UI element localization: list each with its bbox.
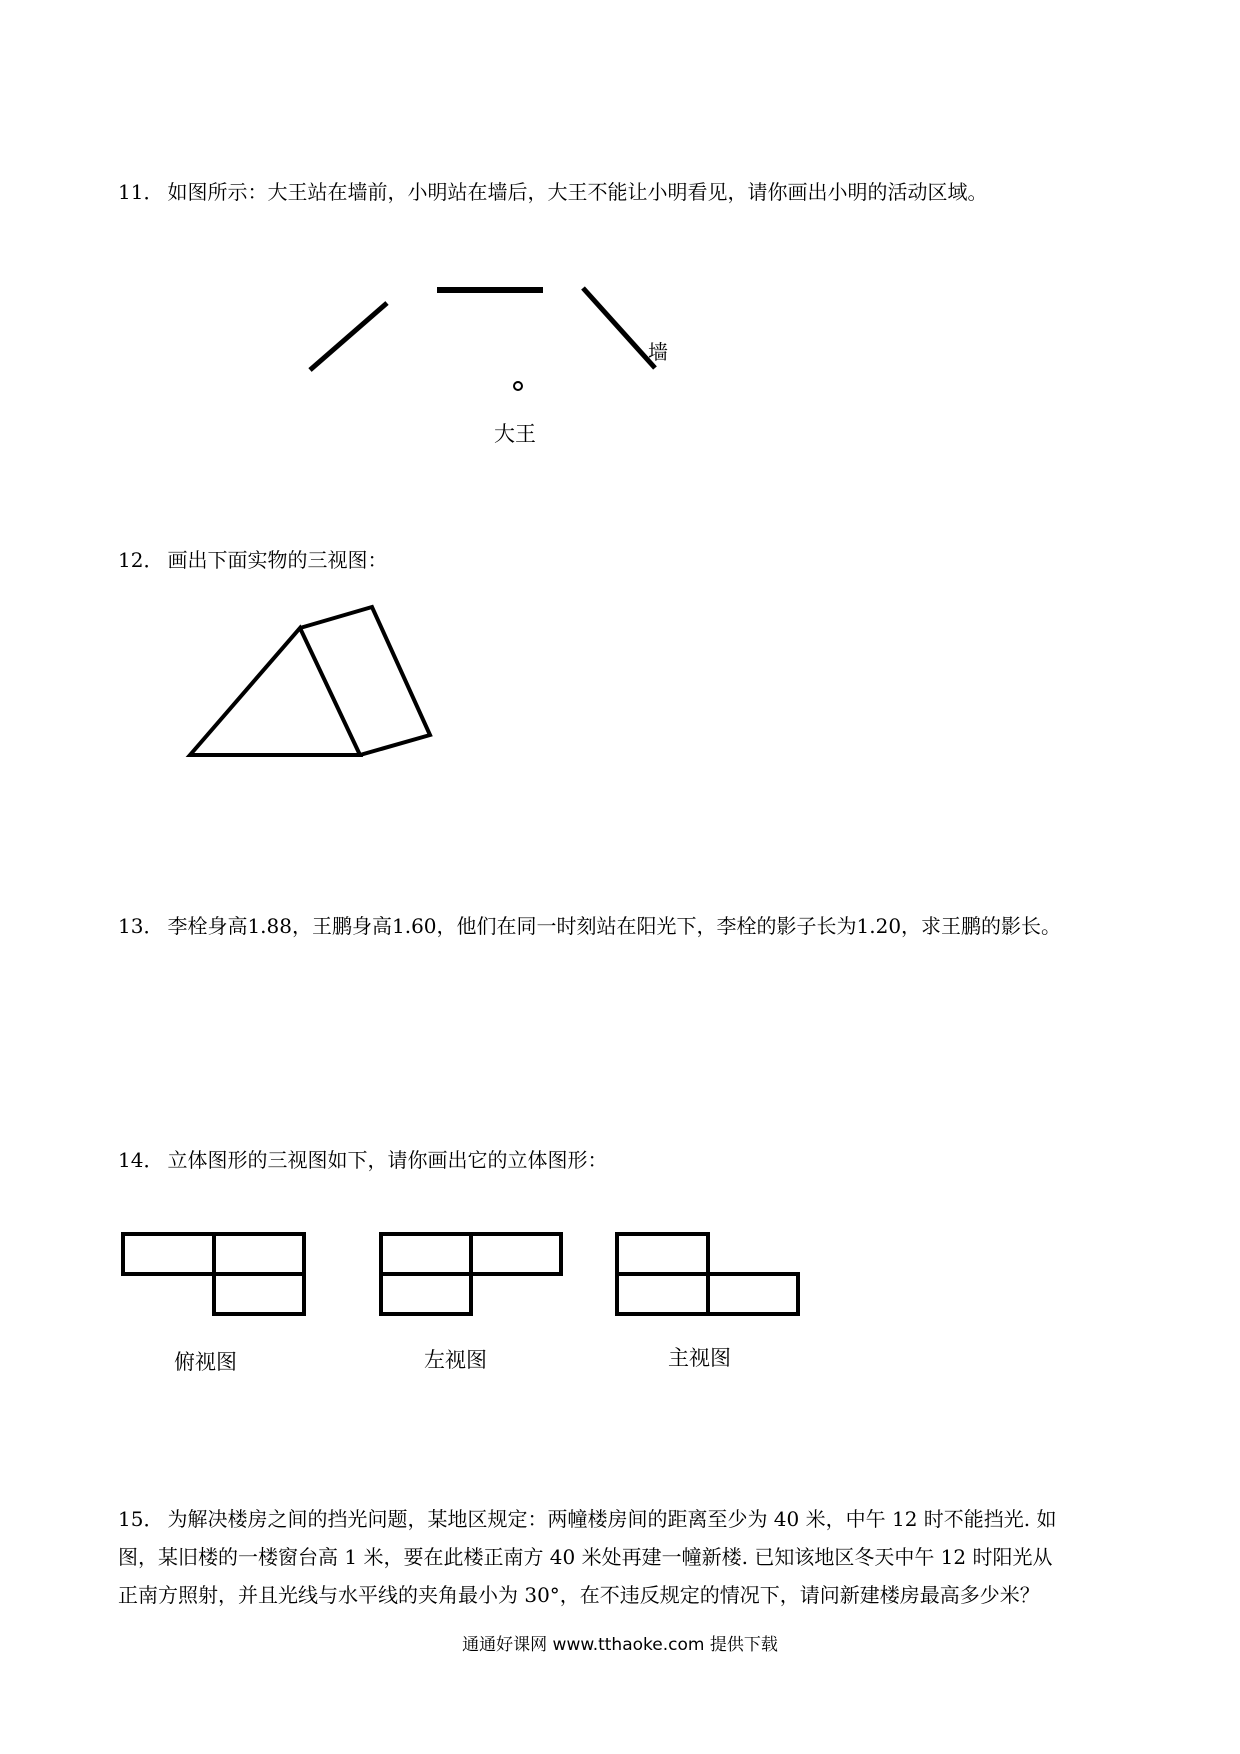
top-view [123,1234,304,1314]
question-text-line-1: 为解决楼房之间的挡光问题，某地区规定：两幢楼房间的距离至少为 40 米，中午 12 时不能挡光. 如 [167,1507,1057,1531]
question-text: 如图所示：大王站在墙前，小明站在墙后，大王不能让小明看见，请你画出小明的活动区域。 [167,180,988,204]
front-view [617,1234,798,1314]
prism-side-face [300,607,430,755]
question-number: 15． [118,1507,164,1531]
person-label: 大王 [494,422,536,446]
prism-triangle-face [190,628,360,755]
prism-figure [0,590,500,770]
question-15 [118,1500,1057,1614]
question-number: 11． [118,180,164,204]
wall-label: 墙 [648,340,668,364]
question-number: 14． [118,1148,164,1172]
question-text-line-2: 图，某旧楼的一楼窗台高 1 米，要在此楼正南方 40 米处再建一幢新楼. 已知该地区冬天中午 12 时阳光从 [118,1545,1053,1569]
wall-figure [0,0,1240,460]
question-text: 画出下面实物的三视图： [167,548,388,572]
wall-right [583,288,655,368]
person-dot [514,382,522,390]
question-text: 李栓身高1.88，王鹏身高1.60，他们在同一时刻站在阳光下，李栓的影子长为1.20，求王鹏的影长。 [167,914,1062,938]
question-12 [118,542,387,578]
front-view-label: 主视图 [668,1346,731,1370]
left-view [381,1234,561,1314]
question-text: 立体图形的三视图如下，请你画出它的立体图形： [167,1148,608,1172]
question-13 [118,908,1061,944]
question-text-line-3: 正南方照射，并且光线与水平线的夹角最小为 30°，在不违反规定的情况下，请问新建楼房最高多少米？ [118,1583,1040,1607]
question-number: 12． [118,548,164,572]
left-view-label: 左视图 [424,1348,487,1372]
wall-left [310,303,387,370]
three-views-figure [0,1220,900,1340]
page-footer: 通通好课网 www.tthaoke.com 提供下载 [462,1635,778,1655]
question-number: 13． [118,914,164,938]
question-14 [118,1142,607,1178]
top-view-label: 俯视图 [174,1350,237,1374]
